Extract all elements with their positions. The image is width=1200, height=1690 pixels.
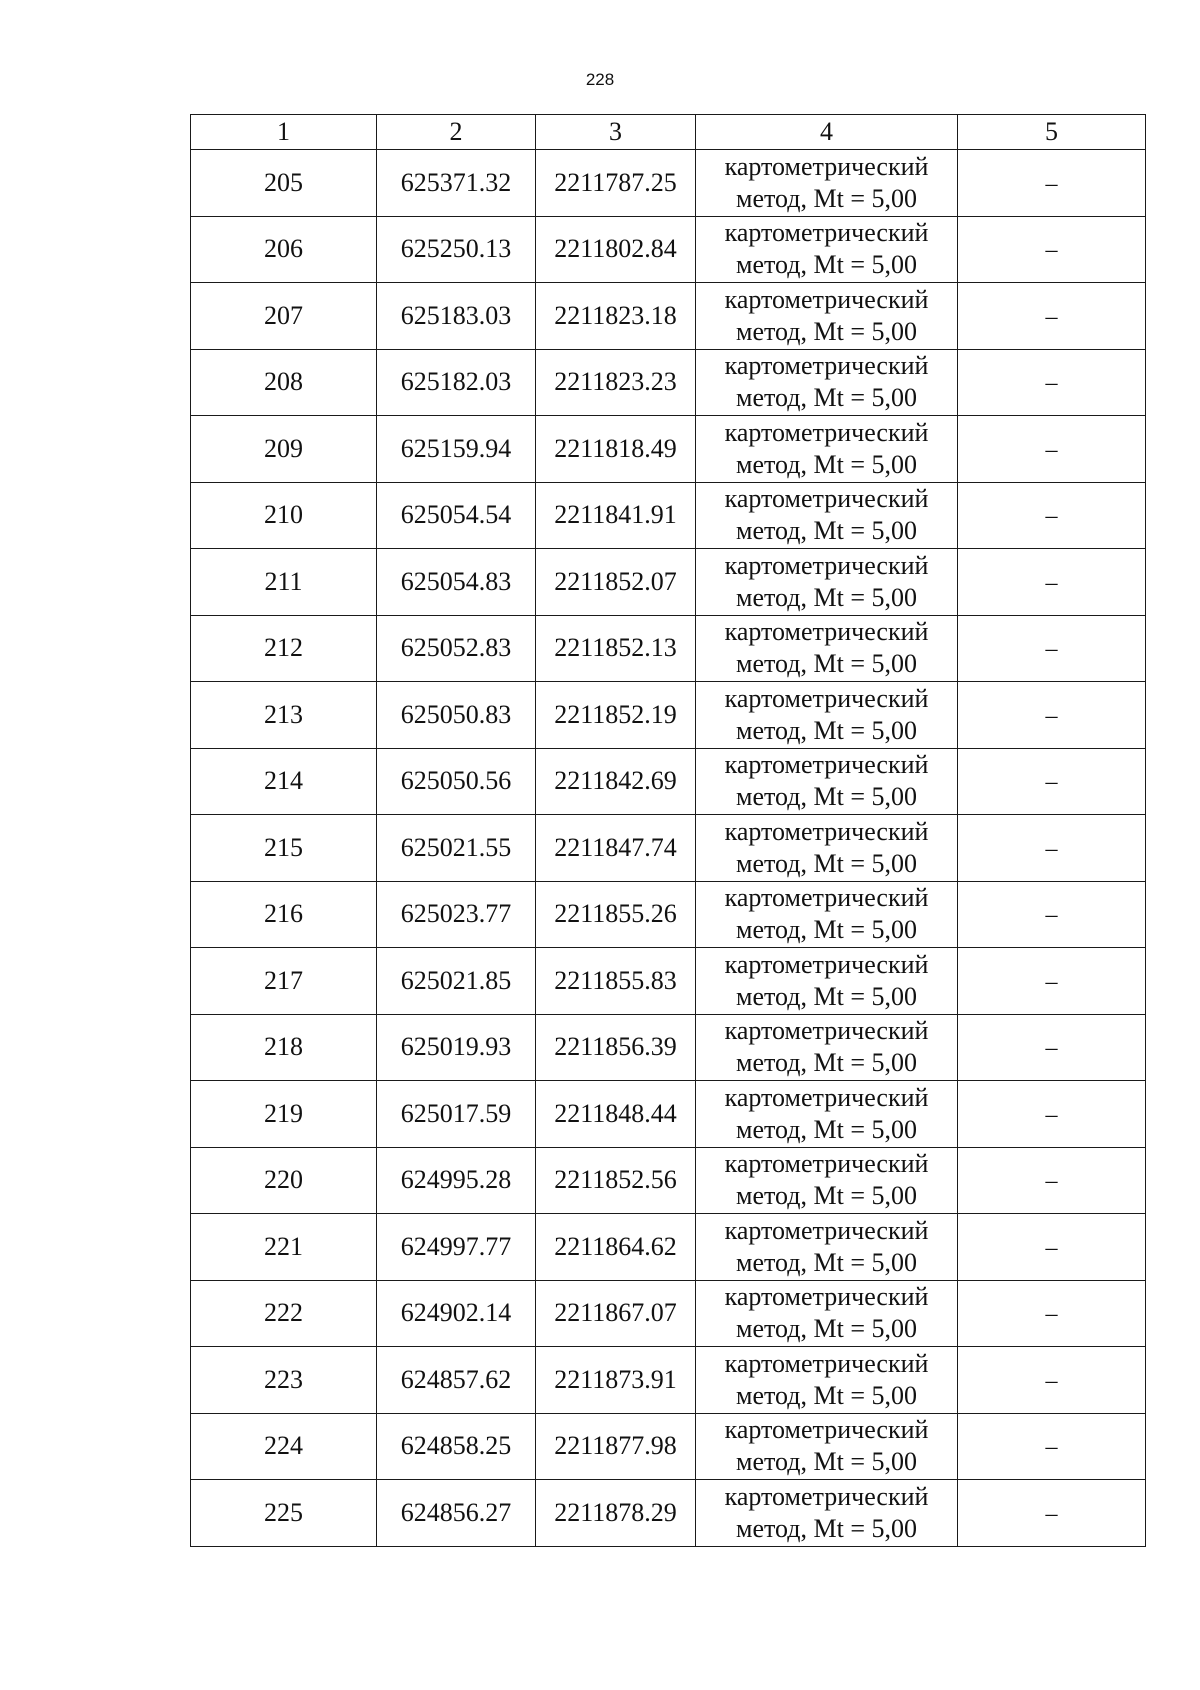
- dash-mark: –: [1045, 303, 1058, 330]
- note-cell: [958, 1014, 1146, 1081]
- dash-mark: –: [1045, 1500, 1058, 1527]
- method-cell: [696, 549, 958, 616]
- dash-mark: –: [1045, 1434, 1058, 1461]
- y-coordinate-cell: 2211873.91: [536, 1347, 696, 1414]
- method-line-1: картометрический: [724, 1016, 929, 1046]
- x-coordinate-cell: 625050.83: [377, 682, 536, 749]
- table-row: [191, 1081, 1146, 1148]
- note-cell: [958, 1280, 1146, 1347]
- method-line-2: метод, Mt = 5,00: [736, 1181, 917, 1211]
- table-row: [191, 549, 1146, 616]
- x-coordinate-cell: 625159.94: [377, 416, 536, 483]
- y-coordinate-cell: 2211847.74: [536, 815, 696, 882]
- x-coordinate-cell: 625054.54: [377, 482, 536, 549]
- method-line-2: метод, Mt = 5,00: [736, 715, 917, 745]
- point-number-cell: 217: [191, 948, 377, 1015]
- method-line-1: картометрический: [724, 484, 929, 514]
- dash-mark: –: [1045, 436, 1058, 463]
- y-coordinate-cell: 2211855.26: [536, 881, 696, 948]
- method-line-1: картометрический: [724, 750, 929, 780]
- y-coordinate-cell: 2211842.69: [536, 748, 696, 815]
- column-header-4: 4: [696, 115, 958, 150]
- method-line-2: метод, Mt = 5,00: [736, 383, 917, 413]
- method-line-1: картометрический: [724, 284, 929, 314]
- column-header-3: 3: [536, 115, 696, 150]
- note-cell: [958, 1413, 1146, 1480]
- dash-mark: –: [1045, 702, 1058, 729]
- x-coordinate-cell: 625371.32: [377, 150, 536, 217]
- method-cell: [696, 1081, 958, 1148]
- dash-mark: –: [1045, 569, 1058, 596]
- method-cell: [696, 1413, 958, 1480]
- point-number-cell: 221: [191, 1214, 377, 1281]
- table-row: [191, 748, 1146, 815]
- point-number-cell: 215: [191, 815, 377, 882]
- table-row: [191, 416, 1146, 483]
- table-row: [191, 815, 1146, 882]
- y-coordinate-cell: 2211852.56: [536, 1147, 696, 1214]
- x-coordinate-cell: 625250.13: [377, 216, 536, 283]
- method-line-1: картометрический: [724, 883, 929, 913]
- table-row: [191, 1280, 1146, 1347]
- y-coordinate-cell: 2211841.91: [536, 482, 696, 549]
- y-coordinate-cell: 2211864.62: [536, 1214, 696, 1281]
- table-row: [191, 1147, 1146, 1214]
- dash-mark: –: [1045, 835, 1058, 862]
- point-number-cell: 213: [191, 682, 377, 749]
- table-body: [191, 150, 1146, 1547]
- column-header-1: 1: [191, 115, 377, 150]
- point-number-cell: 219: [191, 1081, 377, 1148]
- method-cell: [696, 1347, 958, 1414]
- y-coordinate-cell: 2211867.07: [536, 1280, 696, 1347]
- point-number-cell: 209: [191, 416, 377, 483]
- method-line-2: метод, Mt = 5,00: [736, 250, 917, 280]
- method-cell: [696, 682, 958, 749]
- method-line-1: картометрический: [724, 617, 929, 647]
- column-header-5: 5: [958, 115, 1146, 150]
- method-line-1: картометрический: [724, 1082, 929, 1112]
- table-header: [191, 115, 1146, 150]
- table-row: [191, 615, 1146, 682]
- method-cell: [696, 1014, 958, 1081]
- y-coordinate-cell: 2211852.13: [536, 615, 696, 682]
- method-line-2: метод, Mt = 5,00: [736, 1048, 917, 1078]
- method-line-1: картометрический: [724, 218, 929, 248]
- point-number-cell: 211: [191, 549, 377, 616]
- method-cell: [696, 1147, 958, 1214]
- point-number-cell: 218: [191, 1014, 377, 1081]
- y-coordinate-cell: 2211856.39: [536, 1014, 696, 1081]
- method-cell: [696, 1280, 958, 1347]
- dash-mark: –: [1045, 1301, 1058, 1328]
- x-coordinate-cell: 625019.93: [377, 1014, 536, 1081]
- note-cell: [958, 815, 1146, 882]
- y-coordinate-cell: 2211787.25: [536, 150, 696, 217]
- dash-mark: –: [1045, 1101, 1058, 1128]
- method-line-1: картометрический: [724, 816, 929, 846]
- method-line-2: метод, Mt = 5,00: [736, 516, 917, 546]
- note-cell: [958, 615, 1146, 682]
- method-cell: [696, 948, 958, 1015]
- note-cell: [958, 948, 1146, 1015]
- method-line-2: метод, Mt = 5,00: [736, 1314, 917, 1344]
- point-number-cell: 224: [191, 1413, 377, 1480]
- note-cell: [958, 1147, 1146, 1214]
- point-number-cell: 222: [191, 1280, 377, 1347]
- method-line-1: картометрический: [724, 683, 929, 713]
- method-cell: [696, 748, 958, 815]
- table-row: [191, 881, 1146, 948]
- y-coordinate-cell: 2211823.23: [536, 349, 696, 416]
- dash-mark: –: [1045, 170, 1058, 197]
- y-coordinate-cell: 2211823.18: [536, 283, 696, 350]
- method-line-2: метод, Mt = 5,00: [736, 449, 917, 479]
- y-coordinate-cell: 2211852.07: [536, 549, 696, 616]
- x-coordinate-cell: 624858.25: [377, 1413, 536, 1480]
- x-coordinate-cell: 625183.03: [377, 283, 536, 350]
- point-number-cell: 225: [191, 1480, 377, 1547]
- note-cell: [958, 416, 1146, 483]
- x-coordinate-cell: 624995.28: [377, 1147, 536, 1214]
- point-number-cell: 212: [191, 615, 377, 682]
- method-line-1: картометрический: [724, 550, 929, 580]
- dash-mark: –: [1045, 1168, 1058, 1195]
- method-cell: [696, 416, 958, 483]
- method-line-1: картометрический: [724, 1481, 929, 1511]
- method-cell: [696, 1480, 958, 1547]
- method-line-2: метод, Mt = 5,00: [736, 1380, 917, 1410]
- method-line-2: метод, Mt = 5,00: [736, 1114, 917, 1144]
- x-coordinate-cell: 625182.03: [377, 349, 536, 416]
- table-row: [191, 482, 1146, 549]
- x-coordinate-cell: 625021.85: [377, 948, 536, 1015]
- method-line-2: метод, Mt = 5,00: [736, 915, 917, 945]
- method-cell: [696, 216, 958, 283]
- point-number-cell: 216: [191, 881, 377, 948]
- method-line-1: картометрический: [724, 949, 929, 979]
- table-row: [191, 1214, 1146, 1281]
- method-line-1: картометрический: [724, 1415, 929, 1445]
- table-row: [191, 216, 1146, 283]
- point-number-cell: 214: [191, 748, 377, 815]
- note-cell: [958, 1480, 1146, 1547]
- page-number: 228: [585, 70, 615, 89]
- method-cell: [696, 150, 958, 217]
- method-line-2: метод, Mt = 5,00: [736, 981, 917, 1011]
- x-coordinate-cell: 624902.14: [377, 1280, 536, 1347]
- x-coordinate-cell: 624997.77: [377, 1214, 536, 1281]
- y-coordinate-cell: 2211855.83: [536, 948, 696, 1015]
- dash-mark: –: [1045, 769, 1058, 796]
- method-line-1: картометрический: [724, 1348, 929, 1378]
- method-line-2: метод, Mt = 5,00: [736, 649, 917, 679]
- table-row: [191, 283, 1146, 350]
- dash-mark: –: [1045, 370, 1058, 397]
- dash-mark: –: [1045, 1367, 1058, 1394]
- method-line-1: картометрический: [724, 1149, 929, 1179]
- method-line-2: метод, Mt = 5,00: [736, 1513, 917, 1543]
- point-number-cell: 208: [191, 349, 377, 416]
- x-coordinate-cell: 625052.83: [377, 615, 536, 682]
- method-cell: [696, 615, 958, 682]
- note-cell: [958, 549, 1146, 616]
- x-coordinate-cell: 625054.83: [377, 549, 536, 616]
- table-row: [191, 1347, 1146, 1414]
- point-number-cell: 220: [191, 1147, 377, 1214]
- method-line-2: метод, Mt = 5,00: [736, 1447, 917, 1477]
- dash-mark: –: [1045, 503, 1058, 530]
- method-line-2: метод, Mt = 5,00: [736, 1247, 917, 1277]
- note-cell: [958, 283, 1146, 350]
- method-line-2: метод, Mt = 5,00: [736, 582, 917, 612]
- method-line-2: метод, Mt = 5,00: [736, 183, 917, 213]
- method-cell: [696, 482, 958, 549]
- column-header-2: 2: [377, 115, 536, 150]
- y-coordinate-cell: 2211802.84: [536, 216, 696, 283]
- dash-mark: –: [1045, 968, 1058, 995]
- point-number-cell: 205: [191, 150, 377, 217]
- method-cell: [696, 881, 958, 948]
- method-line-1: картометрический: [724, 151, 929, 181]
- note-cell: [958, 748, 1146, 815]
- table-row: [191, 948, 1146, 1015]
- x-coordinate-cell: 625023.77: [377, 881, 536, 948]
- point-number-cell: 223: [191, 1347, 377, 1414]
- note-cell: [958, 1081, 1146, 1148]
- table-row: [191, 1014, 1146, 1081]
- note-cell: [958, 150, 1146, 217]
- method-line-1: картометрический: [724, 417, 929, 447]
- table-row: [191, 682, 1146, 749]
- table-row: [191, 1413, 1146, 1480]
- method-line-2: метод, Mt = 5,00: [736, 848, 917, 878]
- method-cell: [696, 283, 958, 350]
- note-cell: [958, 216, 1146, 283]
- method-line-1: картометрический: [724, 351, 929, 381]
- method-line-2: метод, Mt = 5,00: [736, 782, 917, 812]
- point-number-cell: 206: [191, 216, 377, 283]
- coordinates-table: [190, 114, 1146, 1547]
- header-row: [191, 115, 1146, 150]
- dash-mark: –: [1045, 902, 1058, 929]
- x-coordinate-cell: 625050.56: [377, 748, 536, 815]
- table-row: [191, 349, 1146, 416]
- x-coordinate-cell: 625017.59: [377, 1081, 536, 1148]
- y-coordinate-cell: 2211877.98: [536, 1413, 696, 1480]
- method-cell: [696, 815, 958, 882]
- y-coordinate-cell: 2211848.44: [536, 1081, 696, 1148]
- note-cell: [958, 482, 1146, 549]
- x-coordinate-cell: 624856.27: [377, 1480, 536, 1547]
- dash-mark: –: [1045, 1035, 1058, 1062]
- dash-mark: –: [1045, 636, 1058, 663]
- note-cell: [958, 1347, 1146, 1414]
- method-line-1: картометрический: [724, 1215, 929, 1245]
- note-cell: [958, 881, 1146, 948]
- note-cell: [958, 1214, 1146, 1281]
- method-cell: [696, 349, 958, 416]
- x-coordinate-cell: 625021.55: [377, 815, 536, 882]
- x-coordinate-cell: 624857.62: [377, 1347, 536, 1414]
- method-line-1: картометрический: [724, 1282, 929, 1312]
- point-number-cell: 207: [191, 283, 377, 350]
- point-number-cell: 210: [191, 482, 377, 549]
- y-coordinate-cell: 2211878.29: [536, 1480, 696, 1547]
- method-cell: [696, 1214, 958, 1281]
- table-row: [191, 150, 1146, 217]
- y-coordinate-cell: 2211852.19: [536, 682, 696, 749]
- dash-mark: –: [1045, 1234, 1058, 1261]
- method-line-2: метод, Mt = 5,00: [736, 316, 917, 346]
- note-cell: [958, 349, 1146, 416]
- note-cell: [958, 682, 1146, 749]
- y-coordinate-cell: 2211818.49: [536, 416, 696, 483]
- table-row: [191, 1480, 1146, 1547]
- dash-mark: –: [1045, 237, 1058, 264]
